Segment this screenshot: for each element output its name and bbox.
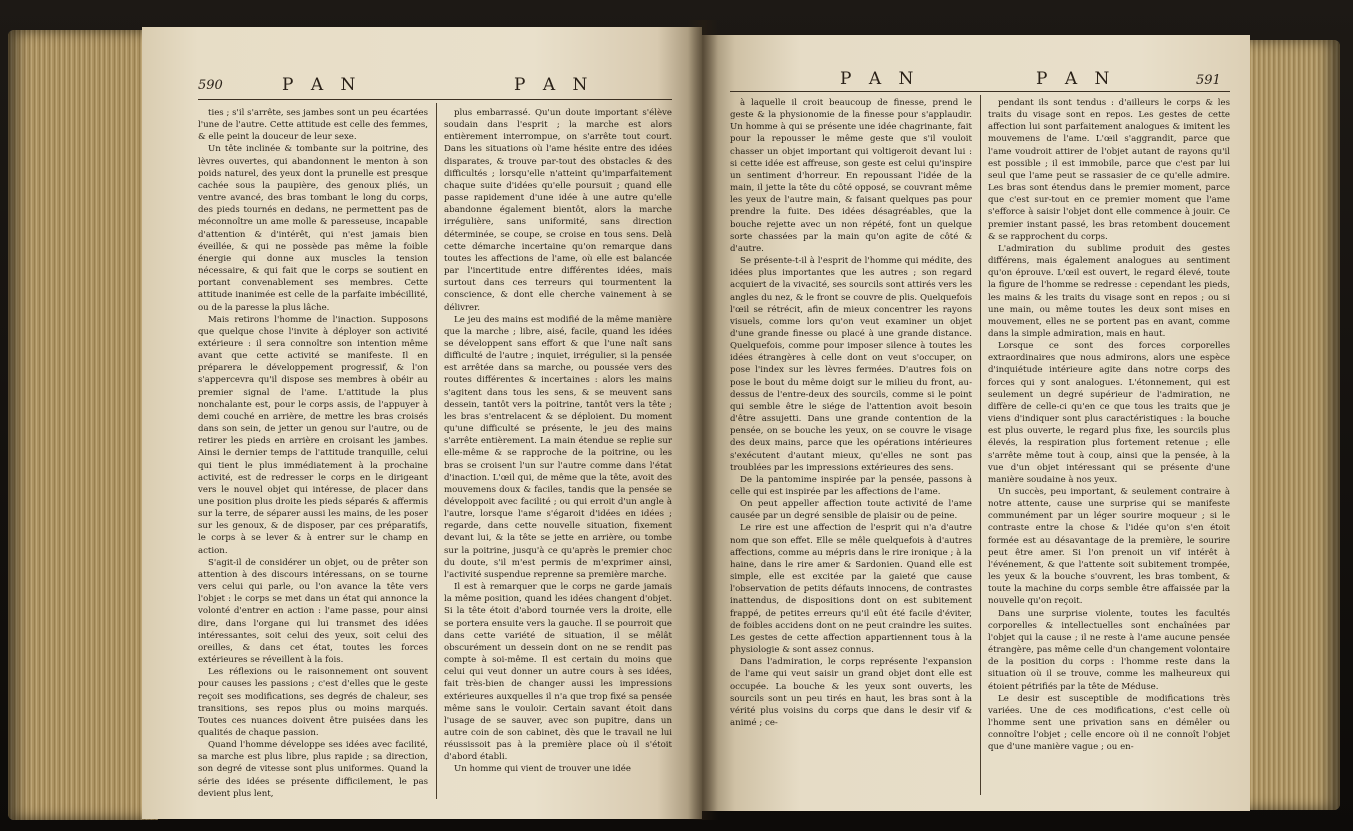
paragraph: Dans une surprise violente, toutes les facultés corporelles & intellectuelles sont enchaînées par l'objet qui la cause ; il ne reste à l'ame aucune pensée étrangère, pas même celle d'un changement volontaire de la position du corps : l'homme reste dans la situation où il se trouve, comme les malheureux qui étoient pétrifiés par la tête de Méduse.	[988, 608, 1230, 692]
running-head-right-col2: P A N	[1036, 69, 1116, 89]
paragraph: Un tête inclinée & tombante sur la poitrine, des lèvres ouvertes, qui abandonnent le menton à son poids naturel, des yeux dont la prunelle est presque cachée sous la paupière, des genoux pliés, un ventre avancé, des bras tombant le long du corps, des pieds tournés en dedans, ne permettent pas de méconnoître un ame molle & paresseuse, incapable d'attention & d'intérêt, qui n'est jamais bien éveillée, & qui ne possède pas même la foible énergie qui donne aux muscles la tension nécessaire, & qui fait que le corps se soutient en portant convenablement ses membres. Cette attitude inanimée est celle de la parfaite imbécillité, ou de la paresse la plus lâche.	[198, 144, 428, 313]
header-rule-left	[198, 99, 672, 100]
right-page-column-2	[988, 97, 1230, 799]
left-page-edges	[8, 30, 158, 820]
paragraph: plus embarrassé. Qu'un doute important s'élève soudain dans l'esprit ; la marche est alors entièrement interrompue, on s'arrête tout court. Dans les situations où l'ame hésite entre des idées disparates, & trouve par-tout des obstacles & des difficultés ; lorsqu'elle n'atteint qu'imparfaitement chaque suite d'idées qu'elle poursuit ; quand elle passe rapidement d'une idée à une autre qu'elle abandonne également bientôt, alors la marche irrégulière, sans uniformité, sans direction déterminée, se coupe, se croise en tous sens. Delà cette démarche incertaine qu'on remarque dans toutes les affections de l'ame, où elle est balancée par l'incertitude entre différentes idées, mais surtout dans ces terreurs qui tourmentent la conscience, & dont elle cherche vainement à se délivrer.	[444, 108, 672, 313]
left-page-column-2	[444, 107, 672, 801]
right-page-column-1	[730, 97, 972, 799]
paragraph: Le rire est une affection de l'esprit qui n'a d'autre nom que son effet. Elle se mêle quelquefois à d'autres affections, comme au mépris dans le rire ironique ; à la haine, dans le rire amer & Sardonien. Quand elle est simple, elle est excitée par la gaieté que cause l'observation de petits défauts innocens, de contrastes inattendus, de dispositions dont on est subitement frappé, de petites erreurs qu'il eût été facile d'éviter, de foibles accidens dont on ne peut craindre les suites. Les gestes de cette affection appartiennent tous à la physiologie & sont assez connus.	[730, 523, 972, 656]
column-divider-right	[980, 95, 981, 795]
paragraph: Se présente-t-il à l'esprit de l'homme qui médite, des idées plus importantes que les autres ; son regard acquiert de la vivacité, ses sourcils sont attirés vers les angles du nez, & le front se couvre de plis. Quelquefois l'œil se rétrécit, afin de mieux concentrer les rayons visuels, comme lors qu'on veut examiner un objet d'une grande finesse ou placé à une grande distance. Quelquefois, comme pour imposer silence à toutes les idées étrangères à celle dont on veut s'occuper, on pose l'index sur les lèvres fermées. D'autres fois on pose le bout du même doigt sur le milieu du front, au-dessus de l'entre-deux des sourcils, comme si le point qui semble être le siége de l'attention avoit besoin d'être assujetti. Dans une grande contention de la pensée, on se bouche les yeux, on se couvre le visage des deux mains, parce que les opérations intérieures s'exécutent d'autant mieux, qu'elles ne sont pas troublées par les impressions extérieures des sens.	[730, 256, 972, 473]
right-page	[702, 35, 1250, 811]
paragraph: On peut appeller affection toute activité de l'ame causée par un degré sensible de plaisir ou de peine.	[730, 499, 972, 522]
paragraph: à laquelle il croit beaucoup de finesse, prend le geste & la physionomie de la finesse pour s'applaudir. Un homme à qui se présente une idée chagrinante, fait pour la repousser le même geste que s'il vouloit chasser un objet important qui voltigeroit devant lui : si cette idée est affreuse, son geste est celui qu'inspire un sentiment d'horreur. En repoussant l'idée de la main, il jette la tête du côté opposé, se couvrant même les yeux de l'autre main, & faisant quelques pas pour prendre la fuite. Des idées désagréables, que la bouche rejette avec un non répété, font un quelque sorte chassées par la main qu'on agite de côté & d'autre.	[730, 98, 972, 254]
paragraph: Lorsque ce sont des forces corporelles extraordinaires que nous admirons, alors une espèce d'inquiétude intérieure agite dans notre corps des forces qui y sont analogues. L'étonnement, qui est seulement un degré supérieur de l'admiration, ne diffère de celle-ci qu'en ce que tous les traits que je viens d'indiquer sont plus caractéristiques : la bouche est plus ouverte, le regard plus fixe, les sourcils plus élevés, la respiration plus fortement retenue ; elle s'arrête même tout à coup, ainsi que la pensée, à la vue d'un objet intéressant qui se présente d'une manière soudaine à nos yeux.	[988, 341, 1230, 485]
paragraph: Dans l'admiration, le corps représente l'expansion de l'ame qui veut saisir un grand objet dont elle est occupée. La bouche & les yeux sont ouverts, les sourcils sont un peu tirés en haut, les bras sont à la vérité plus voisins du corps que dans le desir vif & animé ; ce-	[730, 657, 972, 728]
left-page-column-1	[198, 107, 428, 801]
paragraph: Mais retirons l'homme de l'inaction. Supposons que quelque chose l'invite à déployer son activité extérieure : il sera connoître son intention même avant que cette activité se manifeste. Il en préparera le développement progressif, & l'on s'appercevra qu'il dispose ses membres à obéir au premier signal de l'ame. L'attitude la plus nonchalante est, pour le corps assis, de l'appuyer à demi couché en arrière, de mettre les bras croisés dans son sein, de jetter un genou sur l'autre, ou de retirer les pieds en arrière en croisant les jambes. Ainsi le dernier temps de l'attitude tranquille, celui qui tient le plus immédiatement à la prochaine activité, est de redresser le corps en le dirigeant vers le nouvel objet qui intéresse, de placer dans une position plus droite les pieds séparés & affermis sur la terre, de séparer aussi les mains, de les poser sur les genoux, & de disposer, par ces préparatifs, le corps à se lever & à entrer sur le champ en action.	[198, 314, 428, 556]
paragraph: ties ; s'il s'arrête, ses jambes sont un peu écartées l'une de l'autre. Cette attitude est celle des femmes, & elle peint la douceur de leur sexe.	[198, 108, 428, 143]
paragraph: Les réflexions ou le raisonnement ont souvent pour causes les passions ; c'est d'elles que le geste reçoit ses modifications, ses degrés de chaleur, ses transitions, ses repos plus ou moins marqués. Toutes ces nuances doivent être puisées dans les qualités de chaque passion.	[198, 667, 428, 738]
header-rule-right	[730, 91, 1230, 92]
page-number-left: 590	[198, 78, 223, 93]
paragraph: Un homme qui vient de trouver une idée	[454, 764, 631, 775]
paragraph: Il est à remarquer que le corps ne garde jamais la même position, quand les idées changent d'objet. Si la tête étoit d'abord tournée vers la droite, elle se portera ensuite vers la gauche. Il se pourroit que dans cette variété de situation, il se mêlât obscurément un dessein dont on ne se rendit pas compte à soi-même. Il est certain du moins que celui qui veut donner un autre cours à ses idées, fait très-bien de changer aussi les impressions extérieures auxquelles il n'a que trop fixé sa pensée même sans le vouloir. Certain savant étoit dans l'usage de se sauver, avec son pupitre, dans un autre coin de son cabinet, dès que le travail ne lui réussissoit pas à la première place où il s'étoit d'abord établi.	[444, 582, 672, 763]
right-page-edges	[1240, 40, 1340, 810]
paragraph: S'agit-il de considérer un objet, ou de prêter son attention à des discours intéressans, on se tourne vers celui qui parle, ou l'on avance la tête vers l'objet : le corps se met dans un état qui annonce la volonté d'entrer en action : l'ame passe, pour ainsi dire, dans l'organe qui lui transmet des idées intéressantes, soit celui des yeux, soit celui des oreilles, & dans cet état, toutes les forces extérieures se réveillent à la fois.	[198, 557, 428, 666]
paragraph: pendant ils sont tendus : d'ailleurs le corps & les traits du visage sont en repos. Les gestes de cette affection lui sont parfaitement analogues & imitent les mouvemens de l'ame. L'œil s'aggrandit, parce que l'ame voudroit attirer de l'objet autant de rayons qu'il est possible ; il est immobile, parce que c'est par lui seul que l'ame peut se rassasier de ce qu'elle admire. Les bras sont étendus dans le premier moment, parce que c'est sur-tout en ce premier moment que l'ame s'efforce à saisir l'objet dont elle commence à jouir. Ce premier instant passé, les bras retombent doucement & se rapprochent du corps.	[988, 98, 1230, 242]
paragraph: Un succès, peu important, & seulement contraire à notre attente, cause une surprise qui se manifeste communément par un léger sourire moqueur ; si le contraste entre la chose & l'idée qu'on s'en étoit formée est au désavantage de la première, le sourire peut être amer. Si l'on prenoit un vif intérêt à l'événement, & que l'attente soit subitement trompée, les yeux & la bouche s'ouvrent, les bras tombent, & toute la machine du corps semble être affaissée par la nouvelle qu'on reçoit.	[988, 487, 1230, 607]
column-divider-left	[436, 103, 437, 799]
left-page	[142, 27, 702, 819]
page-number-right: 591	[1196, 73, 1221, 88]
paragraph: De la pantomime inspirée par la pensée, passons à celle qui est inspirée par les affections de l'ame.	[730, 474, 972, 497]
paragraph: Le jeu des mains est modifié de la même manière que la marche ; libre, aisé, facile, quand les idées se développent sans effort & que l'une naît sans difficulté de l'autre ; inquiet, irrégulier, si la pensée est arrêtée dans sa marche, ou poussée vers des routes différentes & incertaines : alors les mains s'agitent dans tous les sens, & se meuvent sans dessein, tantôt vers la poitrine, tantôt vers la tête ; les bras s'entrelacent & se déploient. Du moment qu'une difficulté se présente, le jeu des mains s'arrête entièrement. La main étendue se replie sur elle-même & se rapproche de la poitrine, ou les bras se croisent l'un sur l'autre comme dans l'état d'inaction. L'œil qui, de même que la tête, avoit des mouvemens doux & faciles, tandis que la pensée se développoit avec facilité ; ou qui erroit d'un angle à l'autre, lorsque l'ame s'égaroit d'idées en idées ; regarde, dans cette nouvelle situation, fixement devant lui, & la tête se jette en arrière, ou tombe sur la poitrine, jusqu'à ce qu'après le premier choc du doute, s'il m'est permis de m'exprimer ainsi, l'activité suspendue reprenne sa première marche.	[444, 314, 672, 580]
paragraph: Le desir est susceptible de modifications très variées. Une de ces modifications, c'est celle où l'homme sent une privation sans en démêler ou connoître l'objet ; celle encore où il ne connoît l'objet que d'une manière vague ; ou en-	[988, 693, 1230, 753]
paragraph: L'admiration du sublime produit des gestes différens, mais également analogues au sentiment qu'on éprouve. L'œil est ouvert, le regard élevé, toute la figure de l'homme se redresse : cependant les pieds, les mains & les traits du visage sont en repos ; ou si une main, ou même toutes les deux sont mises en mouvement, elles ne se portent pas en avant, comme dans la simple admiration, mais en haut.	[988, 243, 1230, 339]
paragraph: Quand l'homme développe ses idées avec facilité, sa marche est plus libre, plus rapide ; sa direction, son degré de vitesse sont plus uniformes. Quand la série des idées se présente difficilement, le pas devient plus lent,	[198, 740, 428, 799]
running-head-left-col1: P A N	[282, 75, 362, 95]
book-gutter	[688, 20, 718, 820]
running-head-right-col1: P A N	[840, 69, 920, 89]
running-head-left-col2: P A N	[514, 75, 594, 95]
